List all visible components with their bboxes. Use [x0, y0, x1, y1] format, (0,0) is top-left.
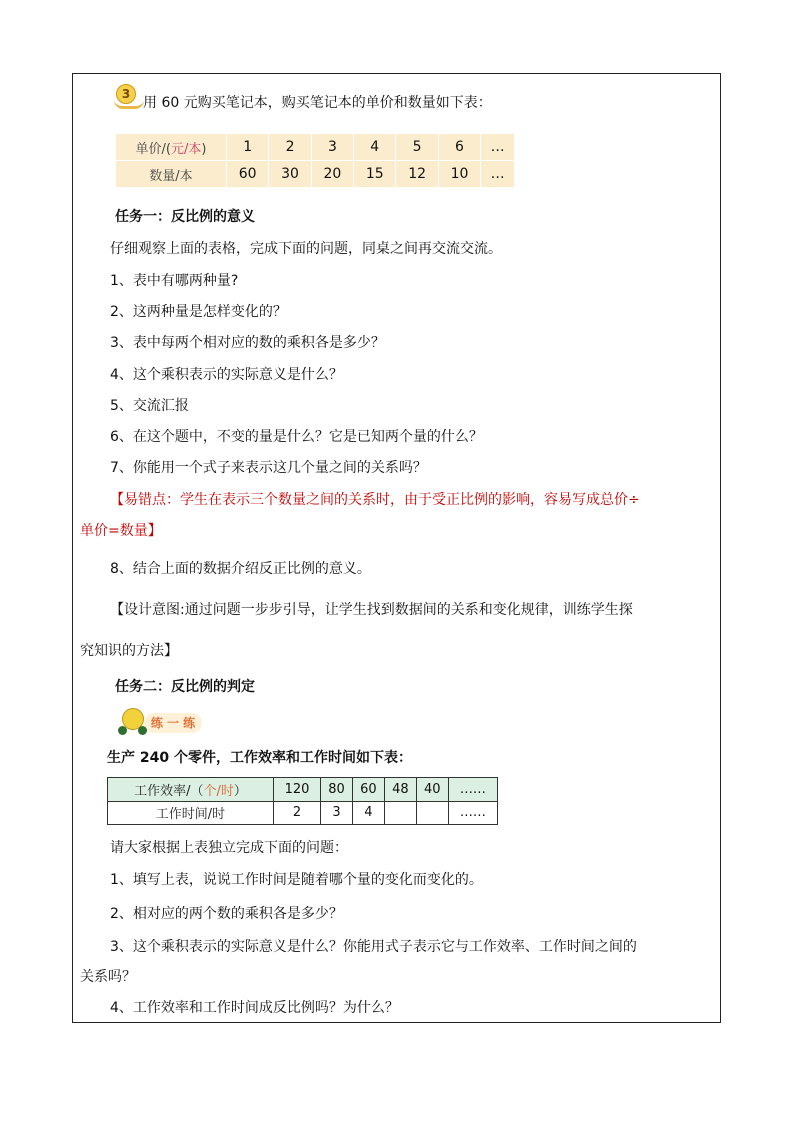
table-cell: 60 [352, 778, 384, 802]
table-cell: 5 [396, 134, 438, 161]
problem-number-badge: 3 [116, 84, 136, 104]
practice-label: 练 一 练 [144, 713, 202, 733]
efficiency-label-suffix: ） [233, 783, 247, 799]
efficiency-label-unit: 个/时 [203, 783, 234, 799]
task1-question-5: 5、交流汇报 [110, 398, 189, 414]
table-cell: 4 [352, 801, 384, 825]
task2-title: 任务二：反比例的判定 [115, 679, 255, 695]
design-intent-line1: 【设计意图:通过问题一步步引导，让学生找到数据间的关系和变化规律，训练学生探 [110, 602, 633, 618]
task2-question-2: 2、相对应的两个数的乘积各是多少？ [110, 906, 343, 922]
table-cell: 60 [227, 161, 269, 188]
table-row [108, 778, 498, 802]
error-point-line1: 【易错点：学生在表示三个数量之间的关系时，由于受正比例的影响，容易写成总价÷ [110, 492, 640, 508]
table-cell: 40 [416, 778, 448, 802]
table-cell: 20 [311, 161, 353, 188]
task2-question-3-line1: 3、这个乘积表示的实际意义是什么？你能用式子表示它与工作效率、工作时间之间的 [110, 939, 637, 955]
task1-question-3: 3、表中每两个相对应的数的乘积各是多少？ [110, 335, 385, 351]
task2-question-3-line2: 关系吗？ [80, 969, 136, 985]
table-cell: 120 [274, 778, 321, 802]
table-cell: …… [448, 801, 497, 825]
table-cell: 10 [438, 161, 480, 188]
task1-question-4: 4、这个乘积表示的实际意义是什么？ [110, 367, 343, 383]
wheel-icon [118, 726, 127, 735]
table-cell: 2 [269, 134, 311, 161]
table-cell: 12 [396, 161, 438, 188]
task2-instruction: 请大家根据上表独立完成下面的问题： [110, 840, 348, 856]
task1-title: 任务一：反比例的意义 [115, 209, 255, 225]
efficiency-label-cell [108, 778, 274, 802]
table-cell: 3 [321, 801, 353, 825]
problem3-intro: 用 60 元购买笔记本，购买笔记本的单价和数量如下表： [143, 95, 492, 111]
error-point-line2: 单价=数量】 [80, 523, 162, 539]
blank-answer-cell[interactable] [384, 801, 416, 825]
table-cell: …… [448, 778, 497, 802]
badge-swoosh-icon [114, 100, 144, 109]
price-quantity-table [115, 133, 515, 188]
wheel-icon [138, 726, 147, 735]
efficiency-time-table [107, 777, 498, 825]
table-cell: 1 [227, 134, 269, 161]
price-label-cell [116, 134, 227, 161]
table-cell: 3 [311, 134, 353, 161]
task1-question-7: 7、你能用一个式子来表示这几个量之间的关系吗？ [110, 460, 427, 476]
task1-question-2: 2、这两种量是怎样变化的？ [110, 304, 287, 320]
quantity-label-cell: 数量/本 [116, 161, 227, 188]
task2-question-1: 1、填写上表，说说工作时间是随着哪个量的变化而变化的。 [110, 872, 483, 888]
task1-question-1: 1、表中有哪两种量? [110, 273, 239, 289]
table-row [116, 134, 515, 161]
task1-question-8: 8、结合上面的数据介绍反正比例的意义。 [110, 561, 371, 577]
table-cell: 15 [354, 161, 396, 188]
task1-question-6: 6、在这个题中，不变的量是什么？它是已知两个量的什么？ [110, 429, 483, 445]
table-cell: 48 [384, 778, 416, 802]
price-label-unit: 元/本 [170, 141, 202, 157]
table-cell: … [481, 161, 515, 188]
task2-intro: 生产 240 个零件，工作效率和工作时间如下表： [107, 750, 412, 766]
table-cell: … [481, 134, 515, 161]
blank-answer-cell[interactable] [416, 801, 448, 825]
time-label-cell: 工作时间/时 [108, 801, 274, 825]
task1-intro: 仔细观察上面的表格，完成下面的问题，同桌之间再交流交流。 [110, 241, 502, 257]
price-label-prefix: 单价/( [135, 141, 171, 157]
task2-question-4: 4、工作效率和工作时间成反比例吗？为什么？ [110, 1000, 399, 1016]
table-row [108, 801, 498, 825]
table-cell: 4 [354, 134, 396, 161]
table-cell: 80 [321, 778, 353, 802]
table-cell: 6 [438, 134, 480, 161]
design-intent-line2: 究知识的方法】 [80, 643, 178, 659]
efficiency-label-prefix: 工作效率/（ [134, 783, 204, 799]
table-cell: 30 [269, 161, 311, 188]
table-cell: 2 [274, 801, 321, 825]
table-row [116, 161, 515, 188]
price-label-suffix: ) [201, 141, 207, 157]
practice-icon [114, 708, 204, 736]
